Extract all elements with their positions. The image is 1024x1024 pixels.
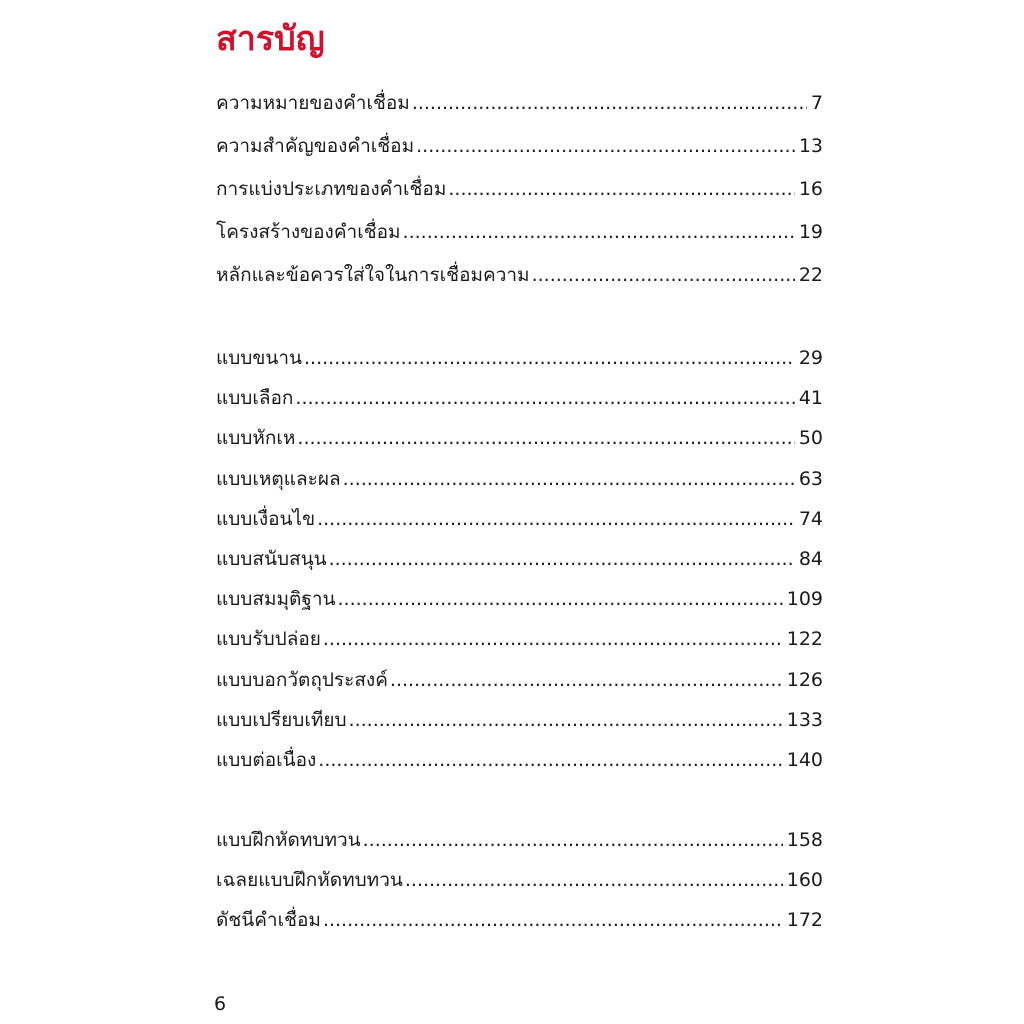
toc-entry-title: แบบสนับสนุน [216, 547, 327, 570]
dot-leader [297, 421, 794, 455]
toc-entry-title: แบบเงื่อนไข [216, 507, 316, 530]
toc-entry-page: 16 [798, 178, 823, 200]
toc-entry-title: หลักและข้อควรใส่ใจในการเชื่อมความ [216, 264, 530, 286]
toc-entry-page: 22 [798, 264, 823, 286]
toc-entry-title: แบบต่อเนื่อง [216, 748, 317, 771]
toc-entry-page: 126 [786, 668, 823, 691]
dot-leader [343, 462, 795, 496]
toc-entry-page: 158 [786, 829, 823, 851]
toc-entry-page: 13 [798, 135, 823, 157]
dot-leader [448, 171, 794, 207]
toc-entry[interactable] [216, 663, 823, 703]
dot-leader [363, 823, 783, 857]
toc-group-types [216, 341, 823, 783]
dot-leader [318, 743, 782, 777]
toc-entry[interactable] [216, 703, 823, 743]
dot-leader [317, 502, 795, 536]
toc-entry-title: ความหมายของคำเชื่อม [216, 92, 410, 114]
toc-entry-title: โครงสร้างของคำเชื่อม [216, 221, 401, 243]
toc-entry[interactable] [216, 214, 823, 257]
toc-entry-title: แบบรับปล่อย [216, 628, 321, 651]
toc-entry-page: 29 [798, 347, 823, 369]
toc-entry-page: 140 [786, 748, 823, 771]
toc-entry[interactable] [216, 85, 823, 128]
toc-entry[interactable] [216, 462, 823, 502]
toc-entry-page: 19 [798, 221, 823, 243]
dot-leader [295, 381, 794, 415]
toc-entry[interactable] [216, 171, 823, 214]
toc-entry-title: แบบขนาน [216, 347, 303, 369]
dot-leader [349, 703, 783, 737]
toc-entry-page: 160 [786, 869, 823, 892]
toc-entry[interactable] [216, 542, 823, 582]
toc-entry[interactable] [216, 381, 823, 421]
page-title: สารบัญ [216, 19, 325, 59]
dot-leader [405, 863, 783, 897]
toc-entry[interactable] [216, 128, 823, 171]
toc-entry[interactable] [216, 341, 823, 381]
dot-leader [412, 85, 807, 121]
toc-entry-page: 41 [798, 387, 823, 410]
dot-leader [323, 903, 783, 937]
toc-entry-page: 84 [798, 547, 823, 570]
dot-leader [338, 582, 783, 616]
toc-entry-page: 63 [798, 467, 823, 490]
toc-entry-page: 172 [786, 909, 823, 932]
toc-entry-title: แบบสมมุติฐาน [216, 588, 336, 611]
dot-leader [304, 341, 795, 375]
toc-entry-page: 74 [798, 507, 823, 530]
dot-leader [390, 663, 783, 697]
toc-entry[interactable] [216, 502, 823, 542]
toc-entry-title: แบบฝึกหัดทบทวน [216, 829, 361, 851]
toc-entry[interactable] [216, 622, 823, 662]
toc-entry-title: การแบ่งประเภทของคำเชื่อม [216, 178, 447, 200]
toc-entry[interactable] [216, 903, 823, 943]
page-number: 6 [214, 993, 227, 1015]
toc-entry-title: ดัชนีคำเชื่อม [216, 909, 321, 932]
toc-entry[interactable] [216, 421, 823, 461]
toc-entry-title: เฉลยแบบฝึกหัดทบทวน [216, 869, 403, 892]
toc-entry-page: 7 [810, 92, 823, 114]
dot-leader [403, 214, 795, 250]
toc-entry-title: แบบเลือก [216, 387, 294, 410]
toc-entry-page: 122 [786, 628, 823, 651]
toc-entry[interactable] [216, 863, 823, 903]
toc-entry[interactable] [216, 582, 823, 622]
dot-leader [323, 622, 783, 656]
toc-entry-title: แบบเหตุและผล [216, 467, 341, 490]
toc-entry[interactable] [216, 743, 823, 783]
toc-entry-title: ความสำคัญของคำเชื่อม [216, 135, 415, 157]
toc-entry-page: 133 [786, 708, 823, 731]
dot-leader [329, 542, 795, 576]
toc-entry-page: 109 [786, 588, 823, 611]
dot-leader [532, 257, 795, 293]
dot-leader [416, 128, 795, 164]
toc-entry-page: 50 [798, 427, 823, 450]
toc-entry-title: แบบหักเห [216, 427, 296, 450]
toc-group-introduction [216, 85, 823, 300]
toc-entry[interactable] [216, 823, 823, 863]
toc-group-appendix [216, 823, 823, 944]
toc-entry-title: แบบบอกวัตถุประสงค์ [216, 668, 388, 691]
toc-entry-title: แบบเปรียบเทียบ [216, 708, 347, 731]
toc-entry[interactable] [216, 257, 823, 300]
